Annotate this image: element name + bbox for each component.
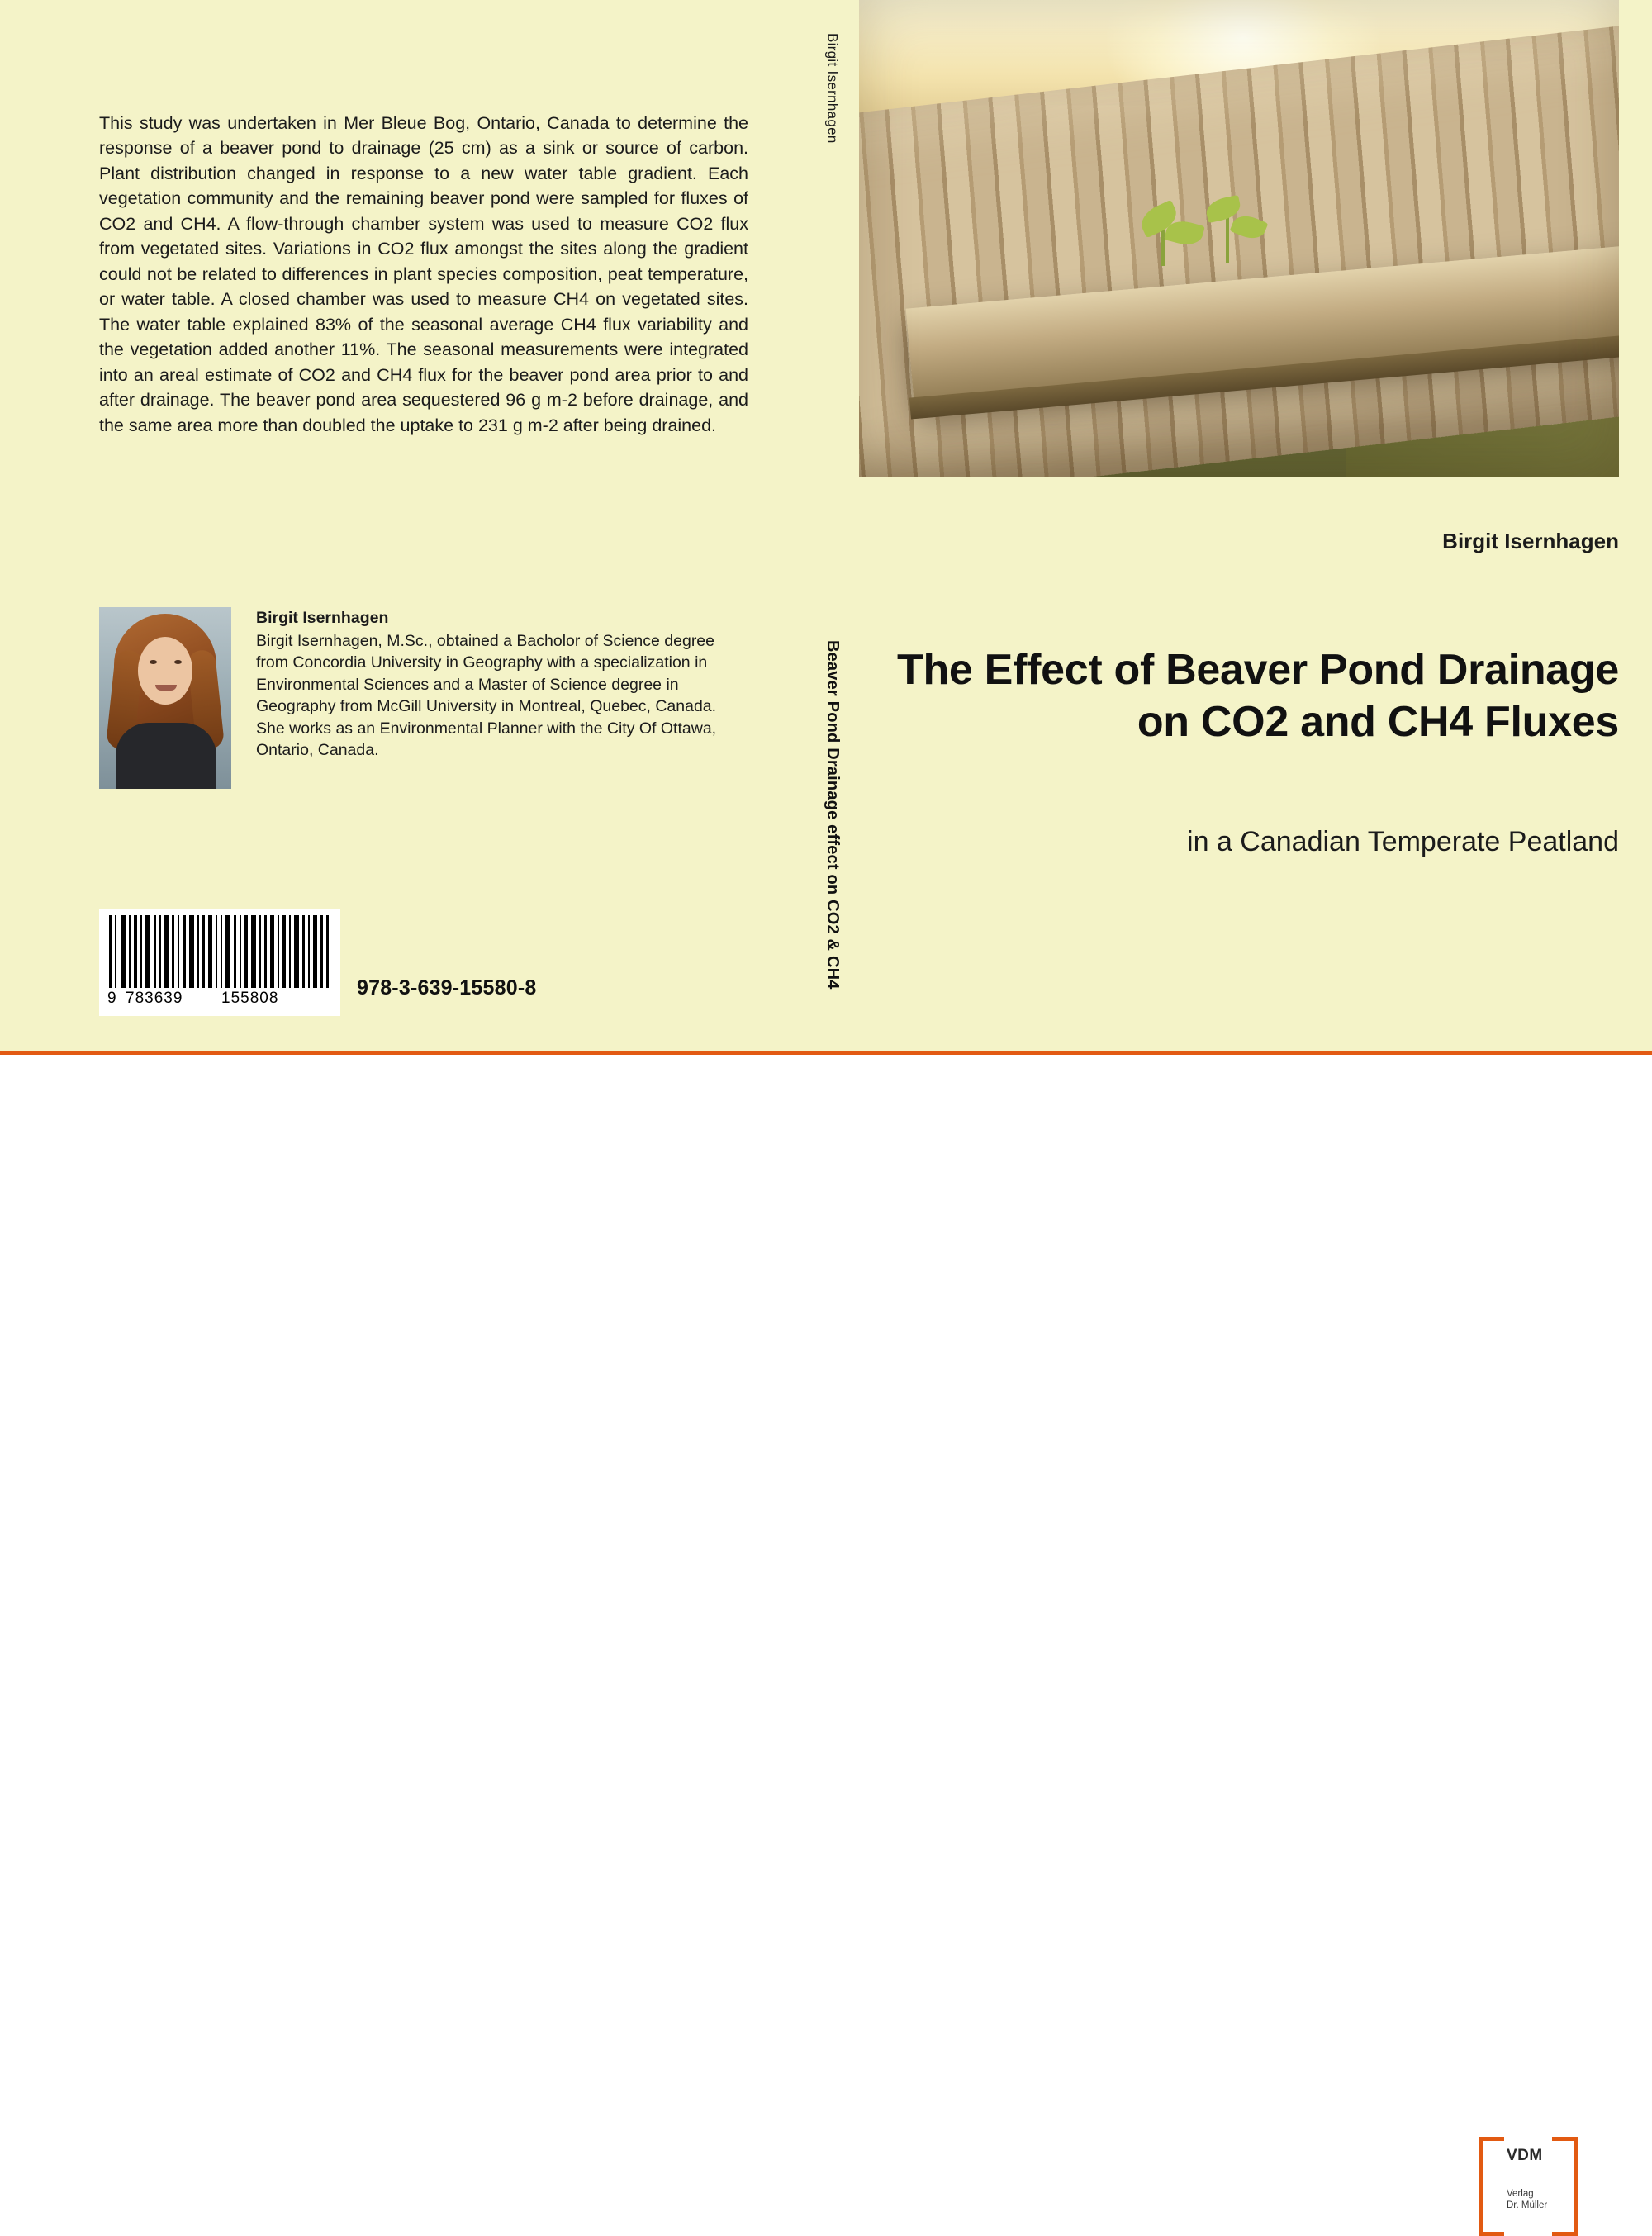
back-cover [0, 0, 805, 1051]
cover-photo [859, 0, 1619, 477]
barcode-digits: 9 783639 155808 [107, 990, 279, 1007]
isbn-number: 978-3-639-15580-8 [357, 976, 537, 999]
book-spine [805, 0, 859, 1051]
author-photo-mouth [155, 685, 177, 691]
publisher-sublabel-line2: Dr. Müller [1507, 2200, 1548, 2210]
front-subtitle: in a Canadian Temperate Peatland [1187, 826, 1619, 857]
publisher-bracket-right-icon [1552, 2137, 1578, 2236]
abstract-text: This study was undertaken in Mer Bleue Bog, Ontario, Canada to determine the response of a beaver pond to drainage (25 cm) as a sink or source of carbon. Plant distribution changed in response to a new water table gradient. Each vegetation community and the remaining beaver pond were sampled for fluxes of CO2 and CH4. A flow-through chamber system was used to measure CO2 flux from vegetated sites. Variations in CO2 flux amongst the sites along the gradient could not be related to differences in plant species composition, peat temperature, or water table. A closed chamber was used to measure CH4 on vegetated sites. The water table explained 83% of the seasonal average CH4 flux variability and the vegetation added another 11%. The seasonal measurements were integrated into an areal estimate of CO2 and CH4 flux for the beaver pond area prior to and after drainage. The beaver pond area sequestered 96 g m-2 before drainage, and the same area more than doubled the uptake to 231 g m-2 after being drained. [99, 112, 748, 435]
photo-plant-stem-2 [1226, 216, 1229, 263]
author-photo-torso [116, 723, 216, 789]
barcode-bars [107, 915, 332, 988]
author-photo [99, 607, 231, 789]
author-photo-face [138, 637, 192, 705]
barcode-area [99, 909, 562, 1016]
spine-title: Beaver Pond Drainage effect on CO2 & CH4 [824, 640, 842, 990]
publisher-sublabel [1507, 2188, 1547, 2211]
author-bio-description: Birgit Isernhagen, M.Sc., obtained a Bacholor of Science degree from Concordia University in Geography with a specialization in Environmental Sciences and a Master of Science degree in Geography from McGill University in Montreal, Quebec, Canada. She works as an Environmental Planner with the City Of Ottawa, Ontario, Canada. [256, 631, 717, 759]
front-cover [859, 0, 1652, 1051]
author-bio-name: Birgit Isernhagen [256, 609, 389, 627]
publisher-bracket-left-icon [1479, 2137, 1504, 2236]
publisher-sublabel-line1: Verlag [1507, 2189, 1534, 2199]
barcode [99, 909, 340, 1016]
publisher-name: VDM [1507, 2147, 1543, 2164]
publisher-logo [1479, 2137, 1578, 2228]
bottom-white-strip [0, 1055, 1652, 2210]
author-photo-eye-left [150, 660, 157, 664]
spine-author: Birgit Isernhagen [824, 33, 841, 144]
author-bio-text-block [256, 607, 729, 762]
front-author: Birgit Isernhagen [1442, 529, 1619, 553]
front-title: The Effect of Beaver Pond Drainage on CO2 and CH4 Fluxes [896, 646, 1619, 746]
author-photo-eye-right [174, 660, 182, 664]
